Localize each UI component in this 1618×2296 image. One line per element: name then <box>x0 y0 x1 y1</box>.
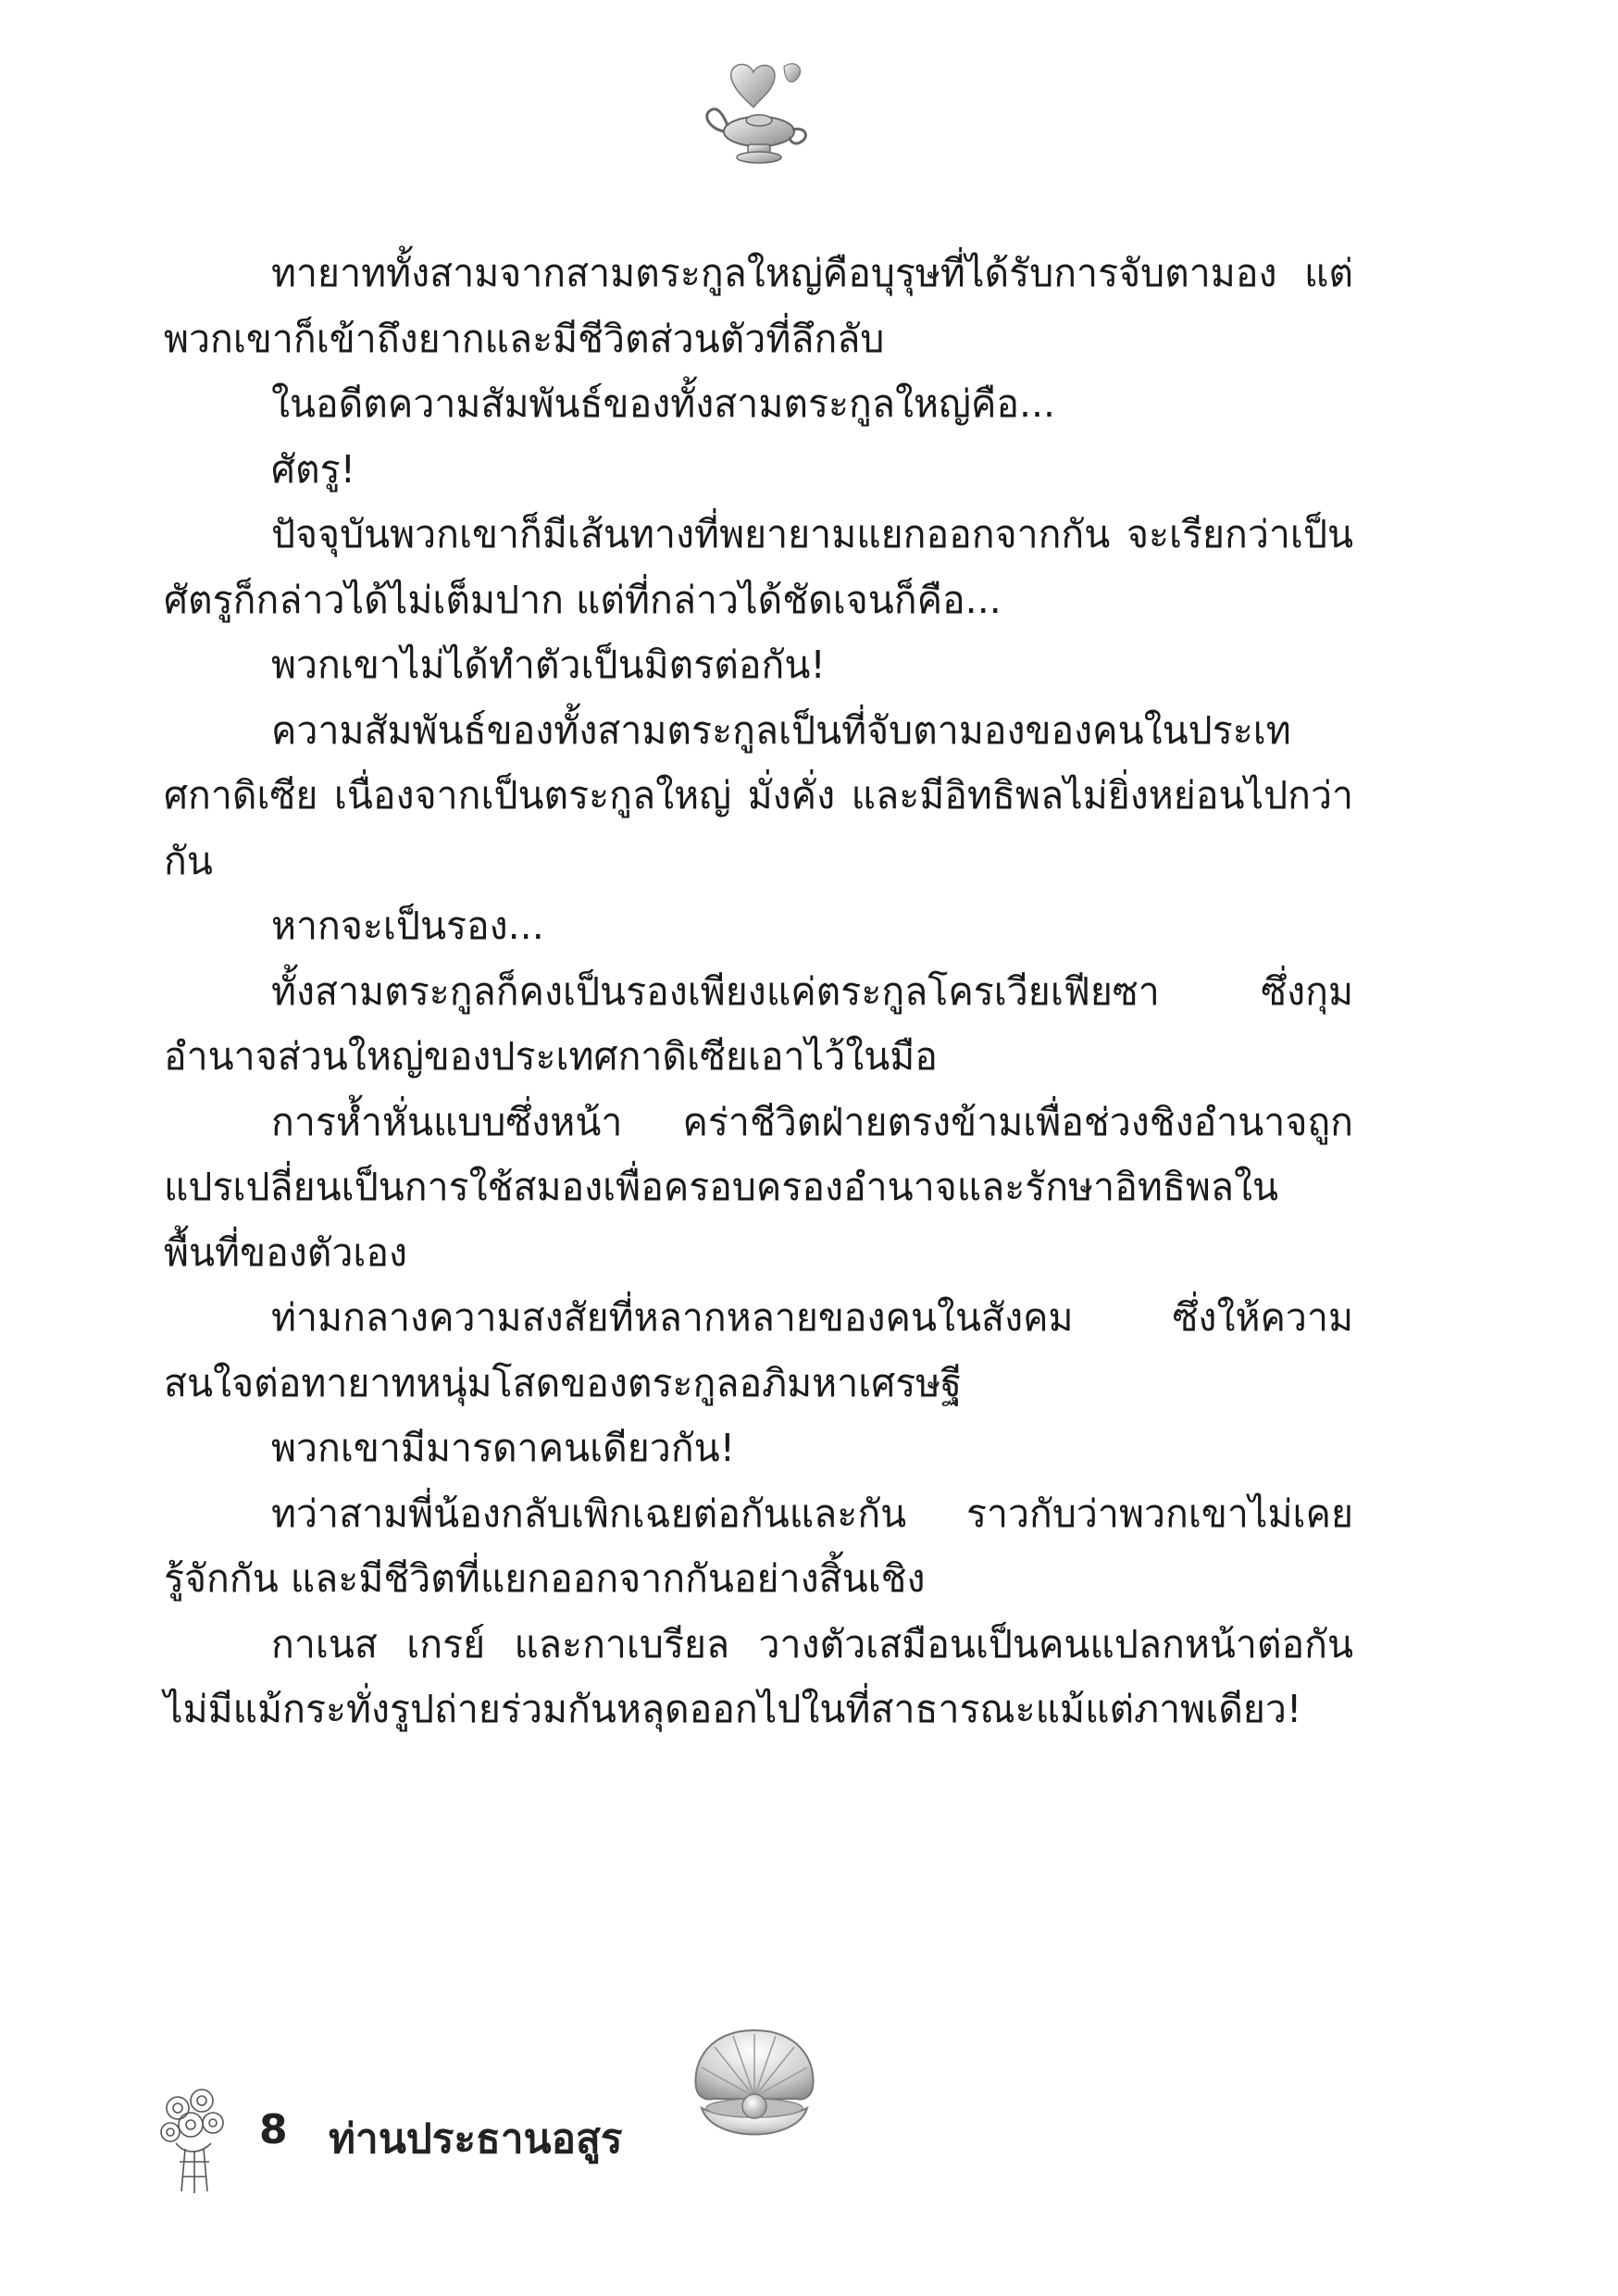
paragraph: ปัจจุบันพวกเขาก็มีเส้นทางที่พยายามแยกออกจากกัน จะเรียกว่าเป็นศัตรูก็กล่าวได้ไม่เต็มปาก แต่ที่กล่าวได้ชัดเจนก็คือ... <box>164 512 1353 622</box>
paragraph: พวกเขามีมารดาคนเดียวกัน! <box>271 1426 736 1470</box>
body-text <box>164 241 1353 1742</box>
paragraph: ในอดีตความสัมพันธ์ของทั้งสามตระกูลใหญ่คือ... <box>271 381 1056 426</box>
paragraph: ทั้งสามตระกูลก็คงเป็นรองเพียงแค่ตระกูลโครเวียเฟียซา ซึ่งกุมอำนาจส่วนใหญ่ของประเทศกาดิเซียเอาไว้ในมือ <box>164 968 1353 1079</box>
paragraph: กาเนส เกรย์ และกาเบรียล วางตัวเสมือนเป็นคนแปลกหน้าต่อกัน ไม่มีแม้กระทั่งรูปถ่ายร่วมกันหลุดออกไปในที่สาธารณะแม้แต่ภาพเดียว! <box>164 1621 1353 1731</box>
paragraph: ทว่าสามพี่น้องกลับเพิกเฉยต่อกันและกัน ราวกับว่าพวกเขาไม่เคยรู้จักกัน และมีชีวิตที่แยกออกจากกันอย่างสิ้นเชิง <box>164 1491 1353 1601</box>
page-number: 8 <box>259 2106 288 2153</box>
paragraph: ท่ามกลางความสงสัยที่หลากหลายของคนในสังคม ซึ่งให้ความสนใจต่อทายาทหนุ่มโสดของตระกูลอภิมหาเศรษฐี <box>164 1295 1353 1405</box>
paragraph: พวกเขาไม่ได้ทำตัวเป็นมิตรต่อกัน! <box>271 643 826 687</box>
paragraph: การห้ำหั่นแบบซึ่งหน้า คร่าชีวิตฝ่ายตรงข้ามเพื่อช่วงชิงอำนาจถูกแปรเปลี่ยนเป็นการใช้สมองเพื่อครอบครองอำนาจและรักษาอิทธิพลในพื้นที่ของตัวเอง <box>164 1099 1353 1275</box>
book-title: ท่านประธานอสูร <box>329 2115 623 2163</box>
flower-bouquet-icon <box>157 2088 230 2197</box>
page-footer <box>157 2088 805 2199</box>
paragraph: ศัตรู! <box>271 446 356 492</box>
paragraph: หากจะเป็นรอง... <box>271 904 544 948</box>
paragraph: ความสัมพันธ์ของทั้งสามตระกูลเป็นที่จับตามองของคนในประเทศกาดิเซีย เนื่องจากเป็นตระกูลใหญ่ มั่งคั่ง และมีอิทธิพลไม่ยิ่งหย่อนไปกว่ากัน <box>164 707 1353 883</box>
genie-lamp-icon <box>696 56 816 171</box>
paragraph: ทายาททั้งสามจากสามตระกูลใหญ่คือบุรุษที่ได้รับการจับตามอง แต่พวกเขาก็เข้าถึงยากและมีชีวิตส่วนตัวที่ลึกลับ <box>164 251 1353 361</box>
